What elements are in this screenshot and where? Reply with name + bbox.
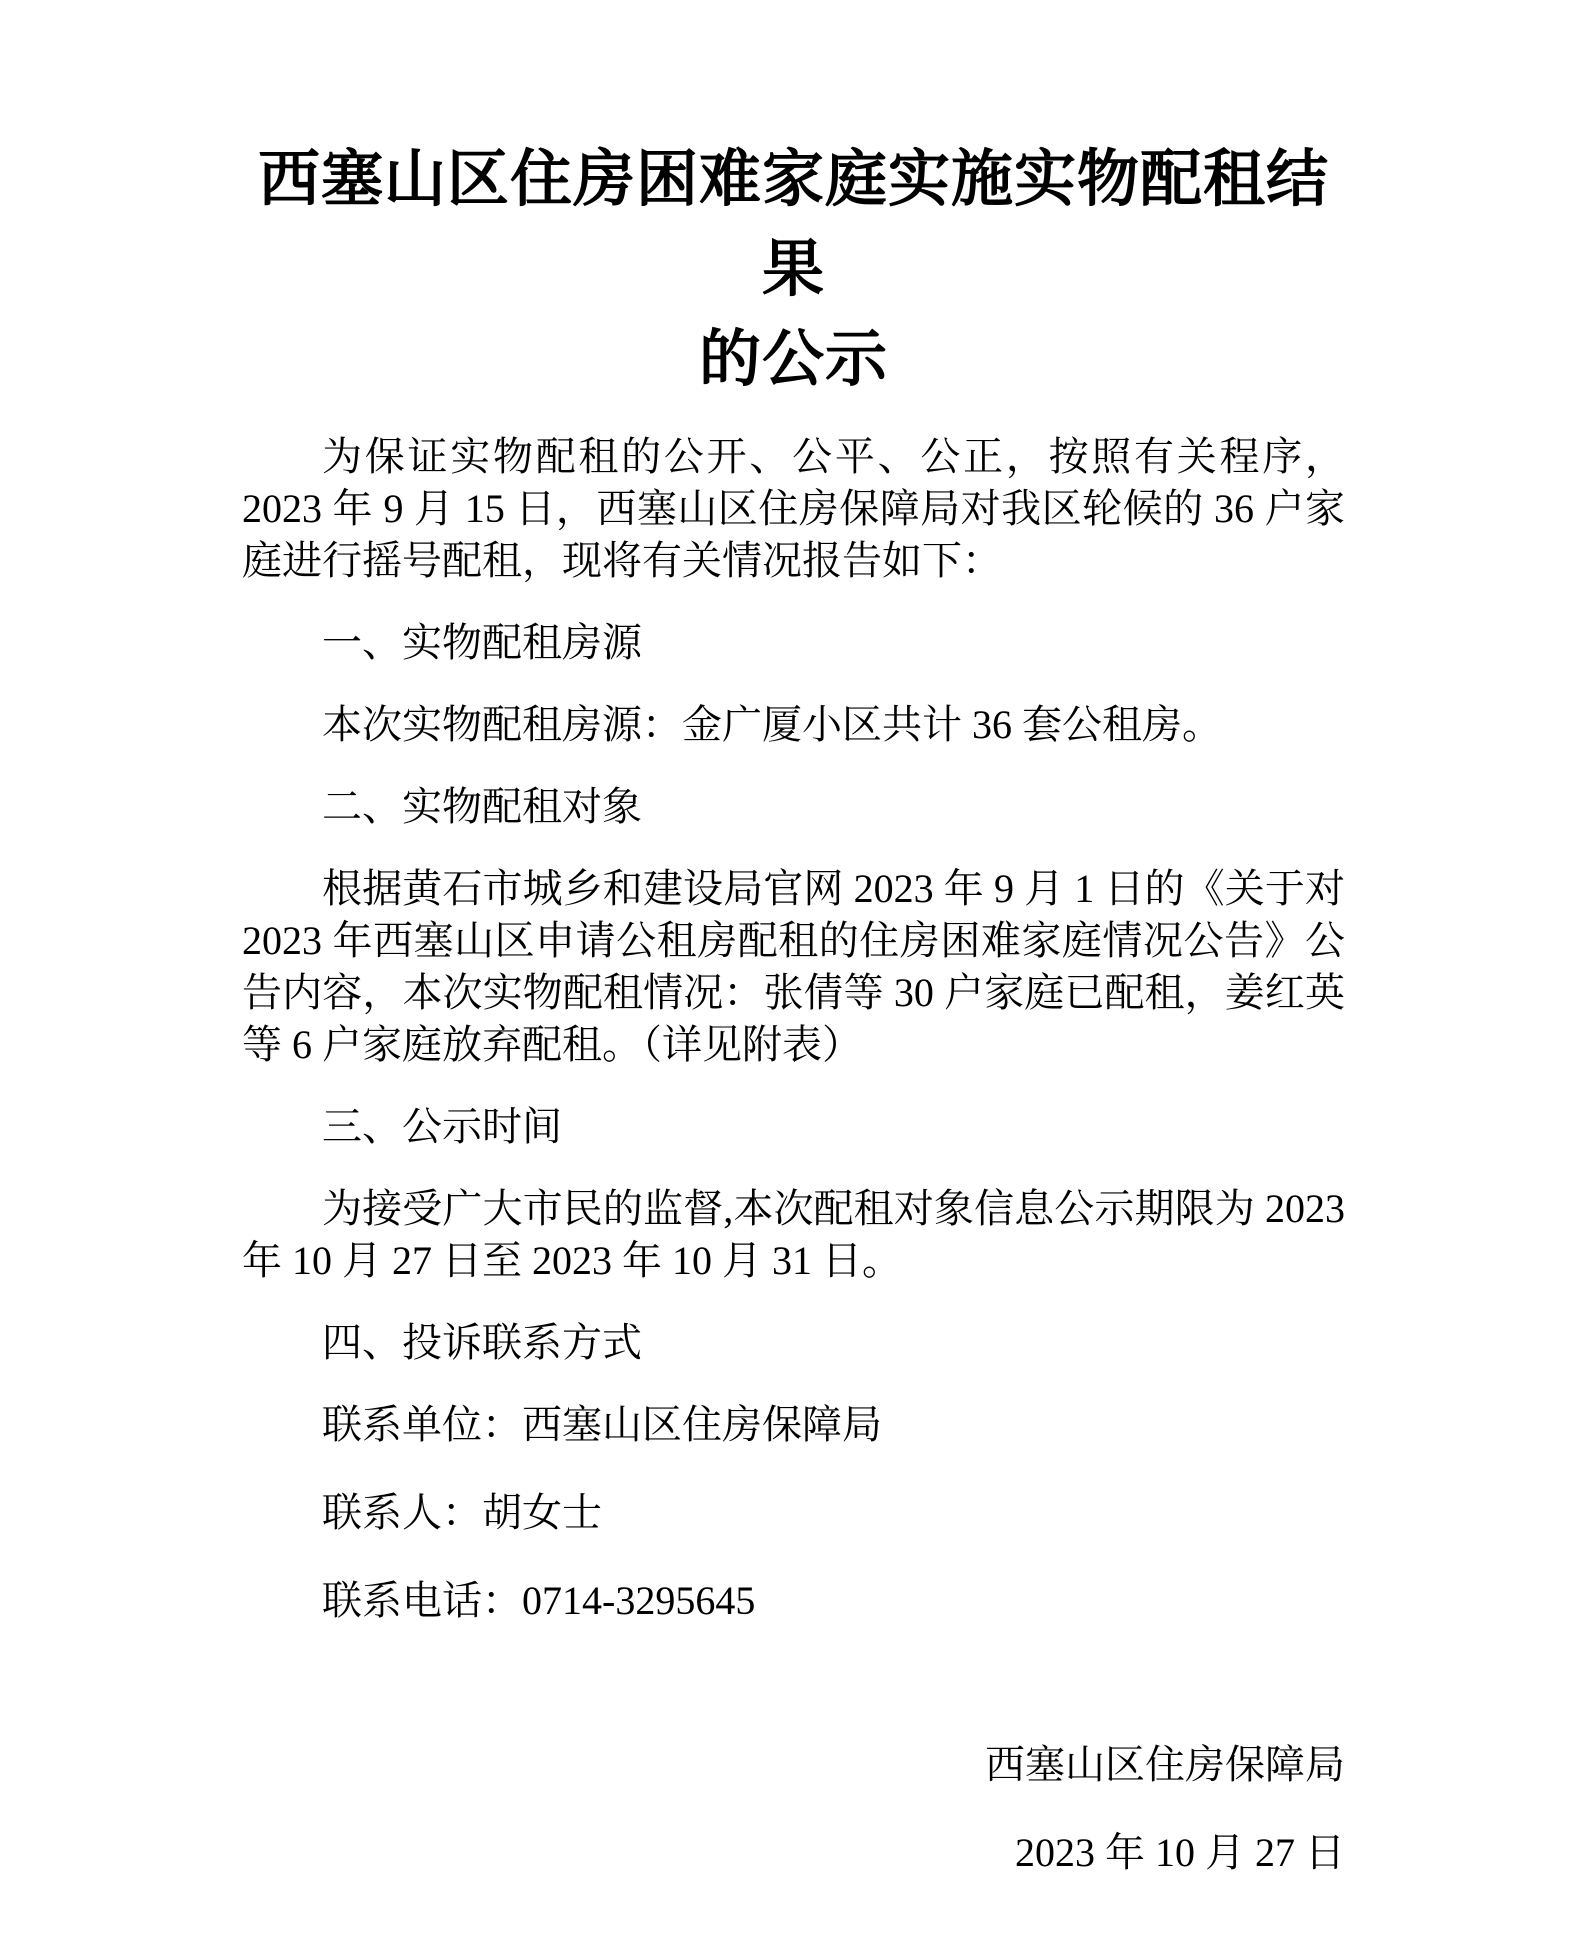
section3-heading: 三、公示时间	[322, 1104, 562, 1149]
signature-org: 西塞山区住房保障局	[985, 1742, 1345, 1787]
document-title-line1: 西塞山区住房困难家庭实施实物配租结果	[257, 146, 1329, 304]
contact-phone-line: 联系电话：0714-3295645	[322, 1578, 756, 1623]
contact-unit-line: 联系单位：西塞山区住房保障局	[322, 1402, 882, 1447]
section2-heading: 二、实物配租对象	[322, 784, 642, 829]
signature-block	[242, 1739, 1345, 1879]
signature-date: 2023 年 10 月 27 日	[1015, 1830, 1345, 1875]
section4-heading: 四、投诉联系方式	[322, 1320, 642, 1365]
contact-person-line: 联系人：胡女士	[322, 1490, 602, 1535]
document-title-line2: 的公示	[698, 326, 888, 394]
intro-paragraph: 为保证实物配租的公开、公平、公正，按照有关程序，2023 年 9 月 15 日，西塞山区住房保障局对我区轮候的 36 户家庭进行摇号配租，现将有关情况报告如下：	[242, 434, 1345, 583]
section3-body: 为接受广大市民的监督,本次配租对象信息公示期限为 2023 年 10 月 27 日至 2023 年 10 月 31 日。	[242, 1186, 1345, 1283]
document-title	[242, 135, 1345, 405]
section1-heading: 一、实物配租房源	[322, 620, 642, 665]
section1-body: 本次实物配租房源：金广厦小区共计 36 套公租房。	[322, 702, 1222, 747]
section2-body: 根据黄石市城乡和建设局官网 2023 年 9 月 1 日的《关于对 2023 年西塞山区申请公租房配租的住房困难家庭情况公告》公告内容，本次实物配租情况：张倩等 30 户家庭已配租，姜红英等 6 户家庭放弃配租。（详见附表）	[242, 866, 1345, 1067]
